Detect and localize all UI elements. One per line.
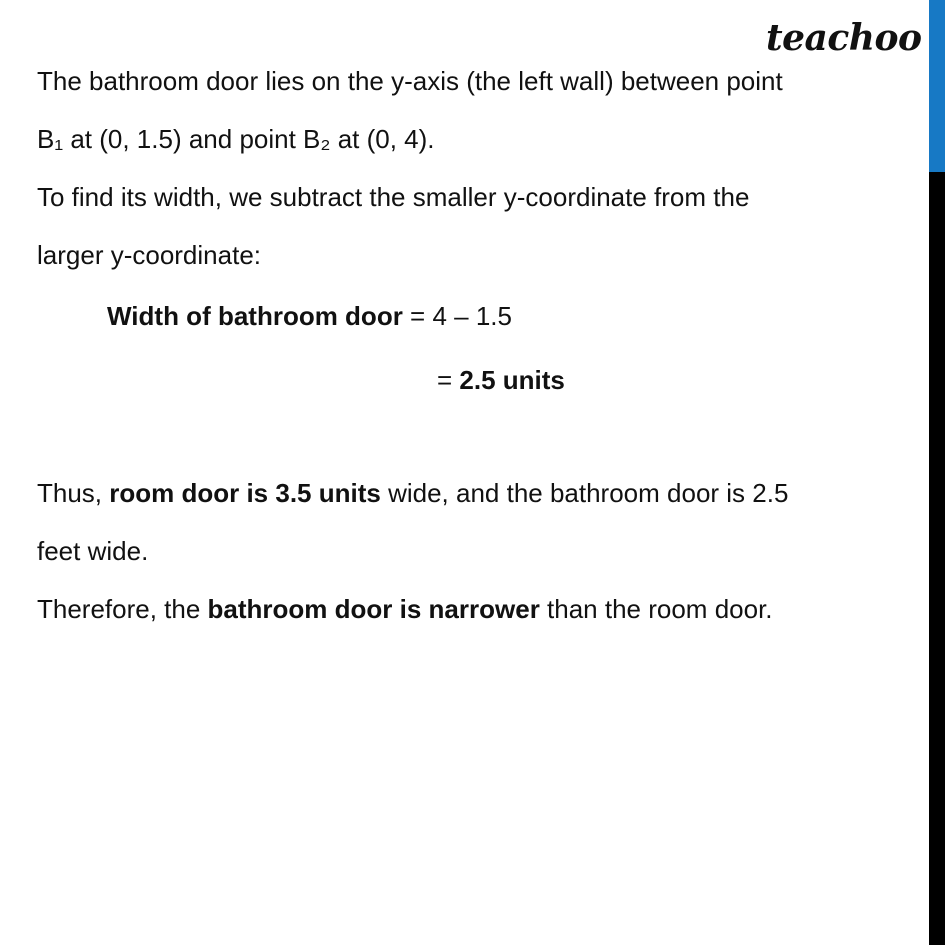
text-bold: room door is 3.5 units	[109, 478, 381, 508]
text-fragment: Therefore, the	[37, 594, 208, 624]
text-line: larger y-coordinate:	[37, 240, 261, 270]
teachoo-logo: teachoo	[766, 17, 922, 59]
equation-equals: =	[437, 365, 460, 395]
spacer	[37, 412, 917, 464]
text-line: feet wide.	[37, 536, 149, 566]
solution-text	[37, 52, 917, 638]
equation-result: 2.5 units	[459, 365, 565, 395]
text-line: B₁ at (0, 1.5) and point B₂ at (0, 4).	[37, 124, 435, 154]
text-line	[37, 580, 917, 638]
side-bar	[929, 0, 945, 945]
text-line	[37, 464, 917, 522]
text-fragment: wide, and the bathroom door is 2.5	[380, 478, 789, 508]
equation-line	[37, 284, 917, 348]
equation-expression: = 4 – 1.5	[402, 301, 512, 331]
equation-result-line	[37, 348, 917, 412]
text-line: The bathroom door lies on the y-axis (the left wall) between point	[37, 66, 783, 96]
equation-label: Width of bathroom door	[107, 301, 403, 331]
text-fragment: Thus,	[37, 478, 110, 508]
text-bold: bathroom door is narrower	[207, 594, 540, 624]
text-line: To find its width, we subtract the smaller y-coordinate from the	[37, 182, 750, 212]
side-bar-accent	[929, 0, 945, 172]
text-fragment: than the room door.	[539, 594, 773, 624]
